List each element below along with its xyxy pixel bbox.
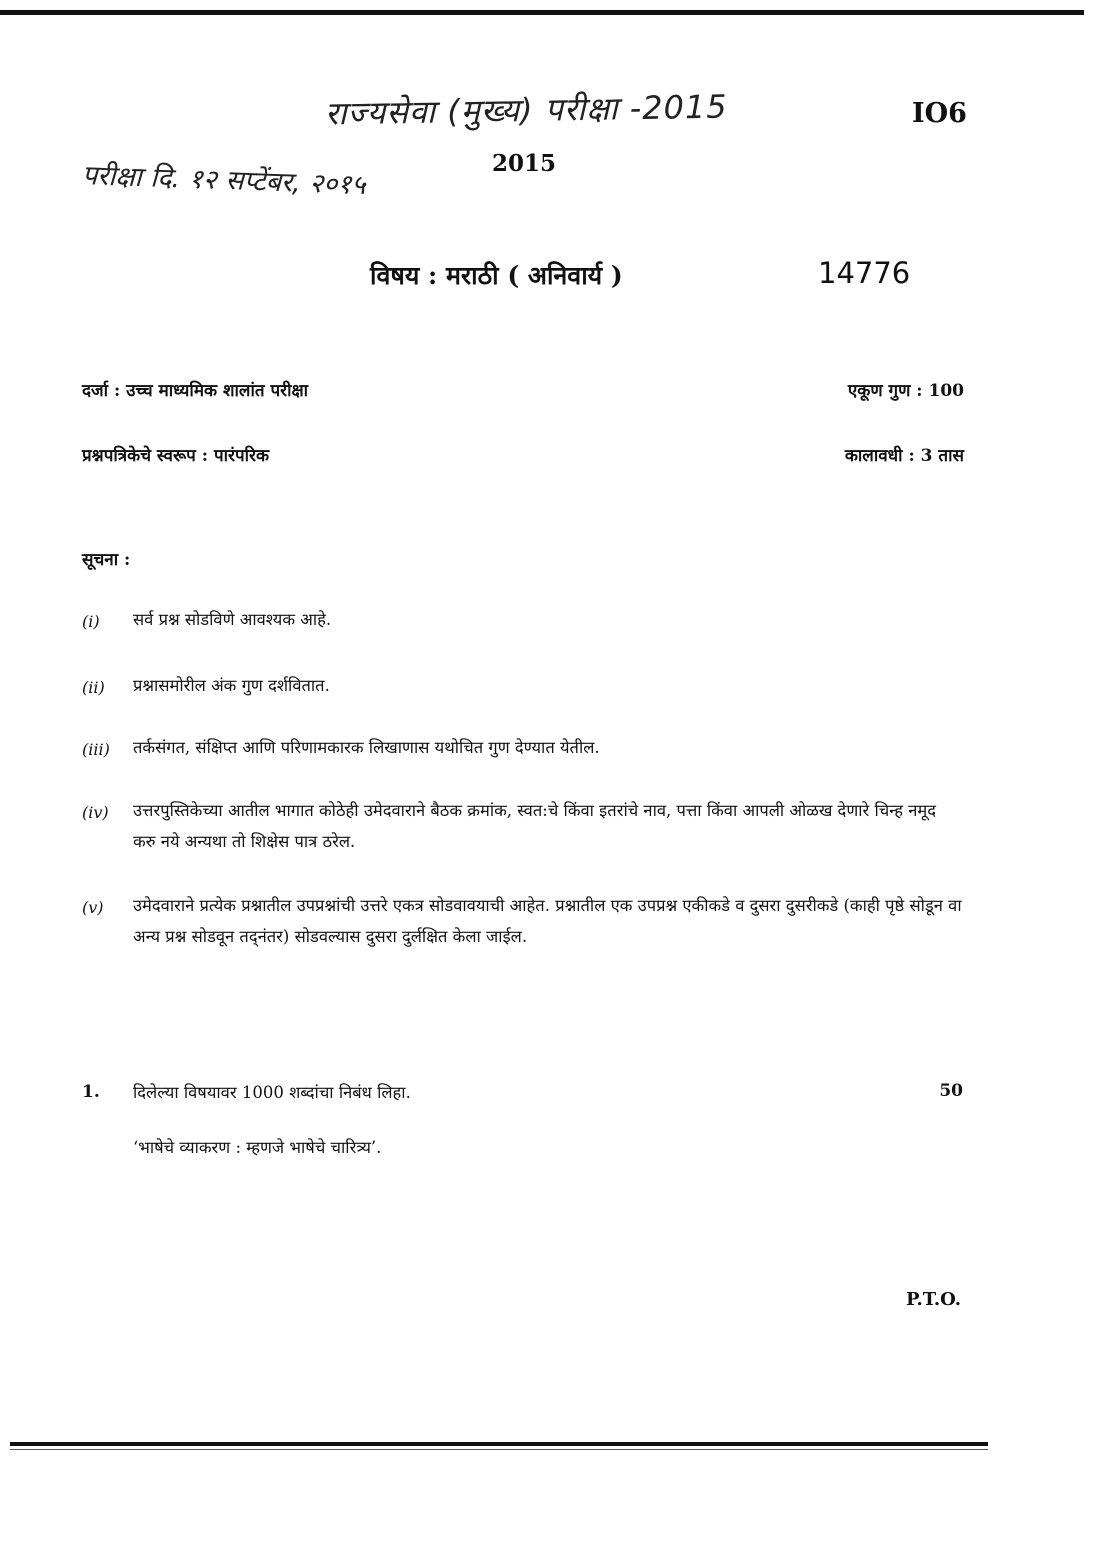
instructions-heading: सूचना : <box>82 550 131 570</box>
instruction-number: (iv) <box>82 803 109 822</box>
exam-level: दर्जा : उच्च माध्यमिक शालांत परीक्षा <box>82 381 309 401</box>
instruction-number: (iii) <box>82 740 110 759</box>
question-text: दिलेल्या विषयावर 1000 शब्दांचा निबंध लिहा. <box>133 1083 411 1102</box>
serial-number: 14776 <box>818 256 911 290</box>
instruction-text: प्रश्नासमोरील अंक गुण दर्शवितात. <box>133 676 330 695</box>
handwritten-exam-date: परीक्षा दि. १२ सप्टेंबर, २०१५ <box>81 160 366 201</box>
total-marks: एकूण गुण : 100 <box>847 381 964 401</box>
instruction-text: उत्तरपुस्तिकेच्या आतील भागात कोठेही उमेदवाराने बैठक क्रमांक, स्वत:चे किंवा इतरांचे नाव, पत्ता किंवा आपली ओळख देणारे चिन्ह नमूद करु नये अन्यथा तो शिक्षेस पात्र ठरेल. <box>133 801 936 851</box>
please-turn-over: P.T.O. <box>905 1289 961 1310</box>
question-marks: 50 <box>939 1081 963 1101</box>
question-number: 1. <box>82 1082 100 1102</box>
bottom-rule-thin <box>10 1449 988 1450</box>
instruction-number: (v) <box>82 898 104 917</box>
handwritten-exam-title: राज्यसेवा (मुख्य) परीक्षा -2015 <box>324 87 728 133</box>
bottom-rule <box>10 1442 988 1446</box>
subject-title: विषय : मराठी ( अनिवार्य ) <box>370 261 623 290</box>
instruction-text: तर्कसंगत, संक्षिप्त आणि परिणामकारक लिखाणास यथोचित गुण देण्यात येतील. <box>133 738 600 757</box>
paper-code: IO6 <box>912 98 967 129</box>
instruction-text: उमेदवाराने प्रत्येक प्रश्नातील उपप्रश्नांची उत्तरे एकत्र सोडवावयाची आहेत. प्रश्नातील एक उपप्रश्न एकीकडे व दुसरा दुसरीकडे (काही पृष्ठे सोडून वा अन्य प्रश्न सोडवून तद्नंतर) सोडवल्यास दुसरा दुर्लक्षित केला जाईल. <box>133 896 962 946</box>
instruction-text: सर्व प्रश्न सोडविणे आवश्यक आहे. <box>133 610 332 629</box>
top-rule <box>0 10 1084 15</box>
instruction-number: (i) <box>82 612 100 631</box>
paper-type: प्रश्नपत्रिकेचे स्वरूप : पारंपरिक <box>82 446 270 466</box>
essay-topic: ‘भाषेचे व्याकरण : म्हणजे भाषेचे चारित्र्य’. <box>133 1138 382 1157</box>
instruction-number: (ii) <box>82 678 105 697</box>
duration: कालावधी : 3 तास <box>844 446 964 466</box>
exam-year: 2015 <box>492 150 557 177</box>
